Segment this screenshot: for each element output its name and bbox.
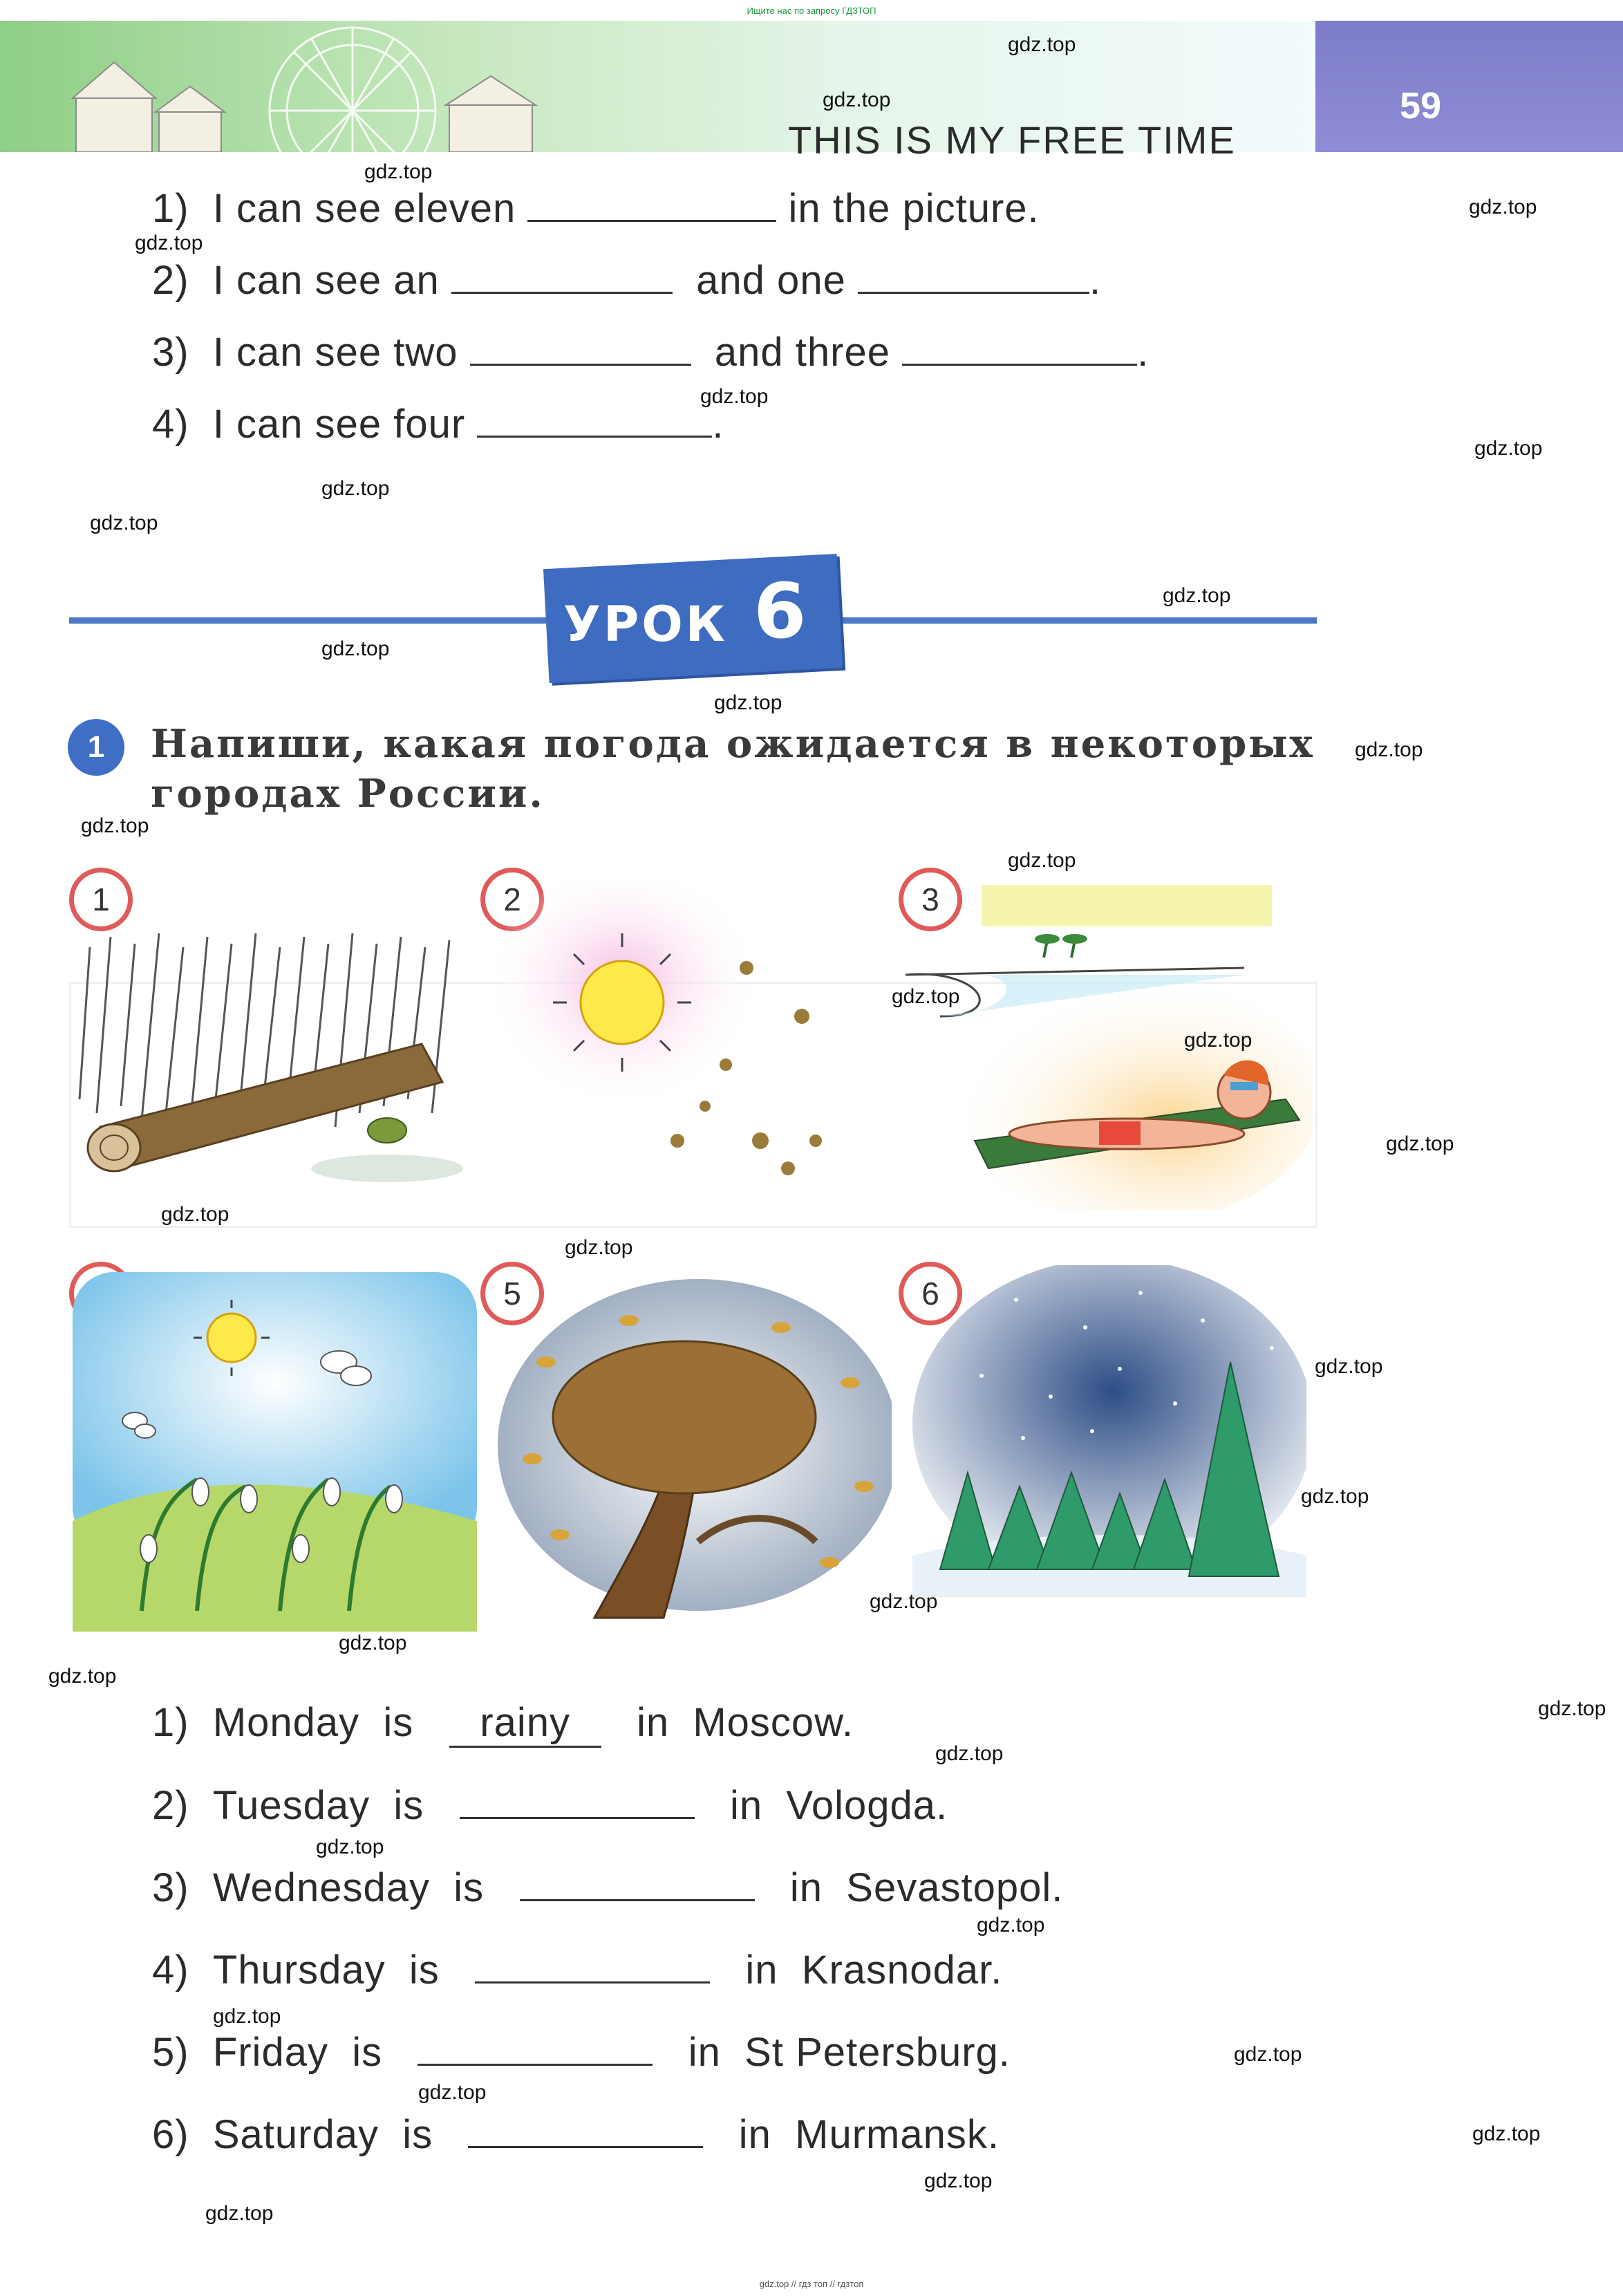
lesson-word: УРОК — [563, 596, 728, 653]
task-instruction: Напиши, какая погода ожидается в некоторых городах России. — [151, 721, 1315, 816]
picture-number-6: 6 — [899, 1262, 962, 1325]
spring-illustration — [73, 1272, 477, 1632]
watermark: gdz.top — [1474, 437, 1543, 460]
watermark: gdz.top — [321, 637, 390, 660]
watermark: gdz.top — [418, 2081, 487, 2104]
answer-field-6[interactable] — [468, 2140, 703, 2148]
watermark: gdz.top — [870, 1590, 938, 1613]
watermark: gdz.top — [935, 1742, 1004, 1765]
watermark: gdz.top — [339, 1632, 407, 1654]
watermark: gdz.top — [565, 1236, 633, 1259]
picture-number-3: 3 — [899, 868, 962, 931]
prev-line-3: 3) I can see two and three . — [152, 330, 1150, 375]
watermark: gdz.top — [1469, 196, 1537, 218]
watermark: gdz.top — [81, 814, 149, 837]
watermark: gdz.top — [924, 2169, 993, 2192]
sentence-5: 5) Friday is in St Petersburg. — [152, 2030, 1011, 2075]
watermark: gdz.top — [1472, 2122, 1541, 2145]
watermark: gdz.top — [48, 1665, 117, 1688]
page-number-tab — [1315, 21, 1623, 152]
watermark: gdz.top — [364, 160, 433, 183]
watermark: gdz.top — [823, 88, 891, 111]
watermark: gdz.top — [1008, 33, 1076, 56]
watermark: gdz.top — [1184, 1029, 1253, 1052]
windy-tree-illustration — [491, 1279, 892, 1625]
watermark: gdz.top — [1315, 1355, 1383, 1378]
section-title: THIS IS MY FREE TIME — [788, 118, 1236, 162]
page-number: 59 — [1400, 85, 1442, 127]
prev-line-1: 1) I can see eleven in the picture. — [152, 186, 1040, 231]
watermark: gdz.top — [161, 1203, 229, 1226]
watermark: gdz.top — [213, 2005, 281, 2028]
answer-field-1[interactable]: rainy — [449, 1699, 601, 1748]
prev-line-2: 2) I can see an and one . — [152, 258, 1102, 303]
sentence-3: 3) Wednesday is in Sevastopol. — [152, 1865, 1064, 1910]
watermark: gdz.top — [135, 232, 203, 254]
picture-number-5: 5 — [480, 1262, 544, 1325]
prev-line-4: 4) I can see four . — [152, 402, 724, 447]
watermark: gdz.top — [1234, 2043, 1302, 2066]
lesson-rule-right — [836, 617, 1317, 624]
lesson-number: 6 — [753, 567, 807, 655]
snowy-forest-illustration — [912, 1265, 1306, 1597]
sentence-6: 6) Saturday is in Murmansk. — [152, 2112, 1000, 2157]
picture-number-2: 2 — [480, 868, 544, 931]
watermark: gdz.top — [1386, 1132, 1454, 1155]
sunny-windy-illustration — [498, 878, 885, 1210]
bottom-note: gdz.top // гдз топ // гдзтоп — [759, 2279, 864, 2289]
picture-number-1: 1 — [69, 868, 133, 931]
answer-field-5[interactable] — [418, 2058, 653, 2066]
sentence-4: 4) Thursday is in Krasnodar. — [152, 1948, 1003, 1992]
watermark: gdz.top — [321, 477, 390, 500]
lesson-rule-left — [69, 617, 546, 624]
watermark: gdz.top — [1163, 584, 1231, 607]
answer-field-3[interactable] — [520, 1894, 755, 1901]
sentence-2: 2) Tuesday is in Vologda. — [152, 1783, 948, 1828]
answer-field-2[interactable] — [460, 1811, 695, 1819]
answer-field-4[interactable] — [475, 1976, 710, 1984]
ferris-wheel-illustration — [62, 21, 588, 152]
watermark: gdz.top — [316, 1836, 384, 1858]
watermark: gdz.top — [1355, 738, 1423, 761]
watermark: gdz.top — [892, 985, 960, 1008]
watermark: gdz.top — [1538, 1697, 1606, 1720]
watermark: gdz.top — [1301, 1485, 1369, 1508]
watermark: gdz.top — [700, 385, 769, 408]
watermark: gdz.top — [977, 1914, 1045, 1936]
rain-illustration — [76, 933, 463, 1210]
watermark: gdz.top — [1008, 849, 1076, 872]
watermark: gdz.top — [714, 691, 782, 714]
watermark: gdz.top — [90, 512, 158, 534]
task-number-badge: 1 — [68, 719, 124, 776]
watermark: gdz.top — [205, 2202, 274, 2225]
sentence-1: 1) Monday is rainy in Moscow. — [152, 1699, 854, 1748]
top-note: Ищите нас по запросу ГДЗТОП — [747, 6, 876, 16]
